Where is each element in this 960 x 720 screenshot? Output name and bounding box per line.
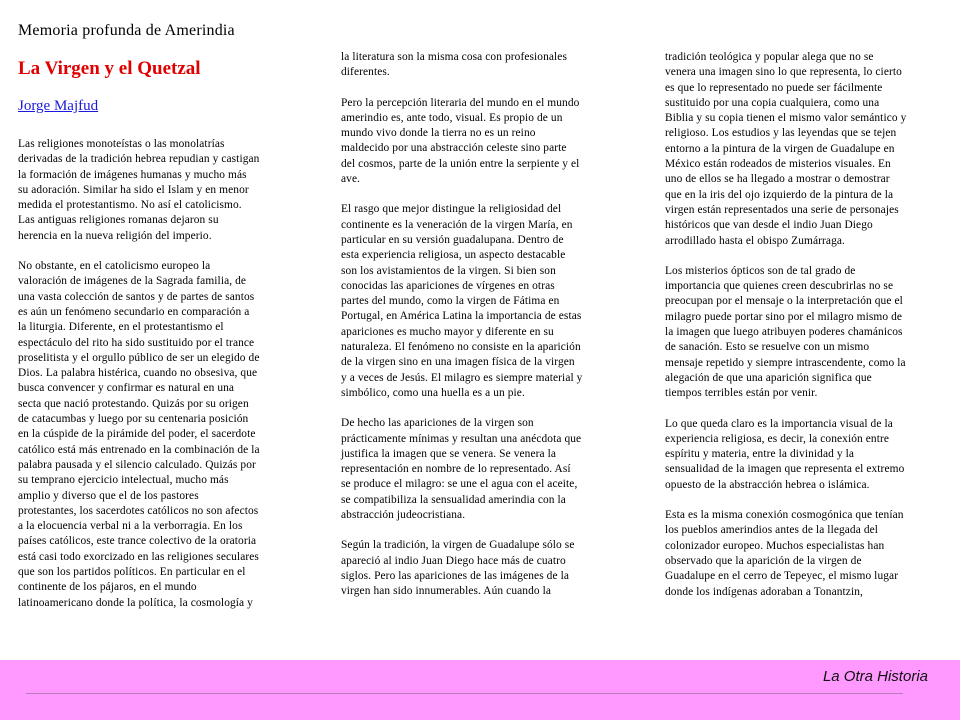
document-header-title: Memoria profunda de Amerindia <box>18 22 235 39</box>
text-column-3 <box>665 50 947 615</box>
paragraph: tradición teológica y popular alega que no se venera una imagen sino lo que representa, lo cierto es que lo representado no puede ser fácilmente sustituido por una copia cualquiera, como una Biblia y su copia tienen el mismo valor semántico y religioso. Los estudios y las leyendas que se tejen entorno a la pintura de la virgen de Guadalupe en México están rodeados de misterios visuales. En uno de ellos se ha llegado a mostrar o demostrar que en la iris del ojo izquierdo de la pintura de la virgen están representados una serie de personajes históricos que van desde el indio Juan Diego arrodillado hasta el obispo Zumárraga. <box>665 51 907 247</box>
paragraph: Pero la percepción literaria del mundo en el mundo amerindio es, ante todo, visual. Es propio de un mundo vivo donde la tierra no es un reino maldecido por una abstracción celeste sino parte del cosmos, parte de la unión entre la serpiente y el ave. <box>341 96 580 186</box>
text-column-2 <box>341 50 623 615</box>
paragraph: la literatura son la misma cosa con profesionales diferentes. <box>341 51 567 79</box>
paragraph: De hecho las apariciones de la virgen son prácticamente mínimas y resultan una anécdota que justifica la imagen que se venera. Se venera la representación en nombre de lo representado. Así se produce el milagro: se une el agua con el aceite, se compatibiliza la sensualidad amerindia con la abstracción judeocristiana. <box>341 417 582 522</box>
paragraph: Las religiones monoteístas o las monolatrías derivadas de la tradición hebrea repudian y castigan la formación de imágenes humanas y mucho más su adoración. Similar ha sido el Islam y en menor medida el protestantismo. No así el catolicismo. Las antiguas religiones romanas dejaron su herencia en la nueva religión del imperio. <box>18 138 260 242</box>
article-title: La Virgen y el Quetzal <box>18 58 201 79</box>
footer-bar <box>0 660 960 720</box>
paragraph: No obstante, en el catolicismo europeo la valoración de imágenes de la Sagrada familia, de una vasta colección de santos y de partes de santos es aún un fenómeno secundario en comparación a la liturgia. Diferente, en el protestantismo el espectáculo del rito ha sido sustituido por el trance proselitista y el orgullo público de ser un elegido de Dios. La palabra histérica, cuando no obsesiva, que busca convencer y confirmar es natural en una secta que nació protestando. Quizás por su origen de catacumbas y luego por su centenaria posición en la cúspide de la pirámide del poder, el sacerdote católico está más entrenado en la combinación de la palabra pausada y el silencio calculado. Quizás por su temprano ejercicio intelectual, mucho más amplio y diverso que el de los pastores protestantes, los sacerdotes católicos no son afectos a la elocuencia verbal ni a la verborragia. En los países católicos, este trance colectivo de la oratoria está casi todo exorcizado en las religiones seculares que son los partidos políticos. En particular en el continente de los pájaros, en el mundo latinoamericano donde la política, la cosmología y <box>18 260 260 609</box>
footer-label: La Otra Historia <box>822 668 928 685</box>
paragraph: Según la tradición, la virgen de Guadalupe sólo se apareció al indio Juan Diego hace más de cuatro siglos. Pero las apariciones de las imágenes de la virgen han sido innumerables. Aún cuando la <box>341 539 575 598</box>
author-link[interactable]: Jorge Majfud <box>18 98 99 114</box>
footer-divider <box>26 693 903 694</box>
text-column-1 <box>18 137 302 626</box>
paragraph: Lo que queda claro es la importancia visual de la experiencia religiosa, es decir, la conexión entre espíritu y materia, entre la divinidad y la sensualidad de la imagen que representa el extremo opuesto de la abstracción hebrea o islámica. <box>665 417 905 491</box>
paragraph: Los misterios ópticos son de tal grado de importancia que quienes creen descubrirlas no se preocupan por el mensaje o la interpretación que el milagro puede portar sino por el milagro mismo de la imagen que luego atribuyen poderes chamánicos de sanación. Esto se resuelve con un mismo mensaje repetido y siempre intrascendente, como la alegación de que una aparición significa que tiempos terribles están por venir. <box>665 264 906 400</box>
paragraph: Esta es la misma conexión cosmogónica que tenían los pueblos amerindios antes de la llegada del colonizador europeo. Muchos especialistas han observado que la aparición de la virgen de Guadalupe en el cerro de Tepeyec, el mismo lugar donde los indígenas adoraban a Tonantzin, <box>665 509 904 598</box>
paragraph: El rasgo que mejor distingue la religiosidad del continente es la veneración de la virgen María, en particular en su versión guadalupana. Dentro de esta experiencia religiosa, un aspecto destacable son los avistamientos de la virgen. Si bien son conocidas las apariciones de vírgenes en otras partes del mundo, como la virgen de Fátima en Portugal, en América Latina la importancia de estas apariciones es mucho mayor y diferente en su naturaleza. El fenómeno no consiste en la aparición de la virgen sino en una imagen física de la virgen y a veces de Jesús. El milagro es siempre material y simbólico, como una huella es a un pie. <box>341 203 583 399</box>
